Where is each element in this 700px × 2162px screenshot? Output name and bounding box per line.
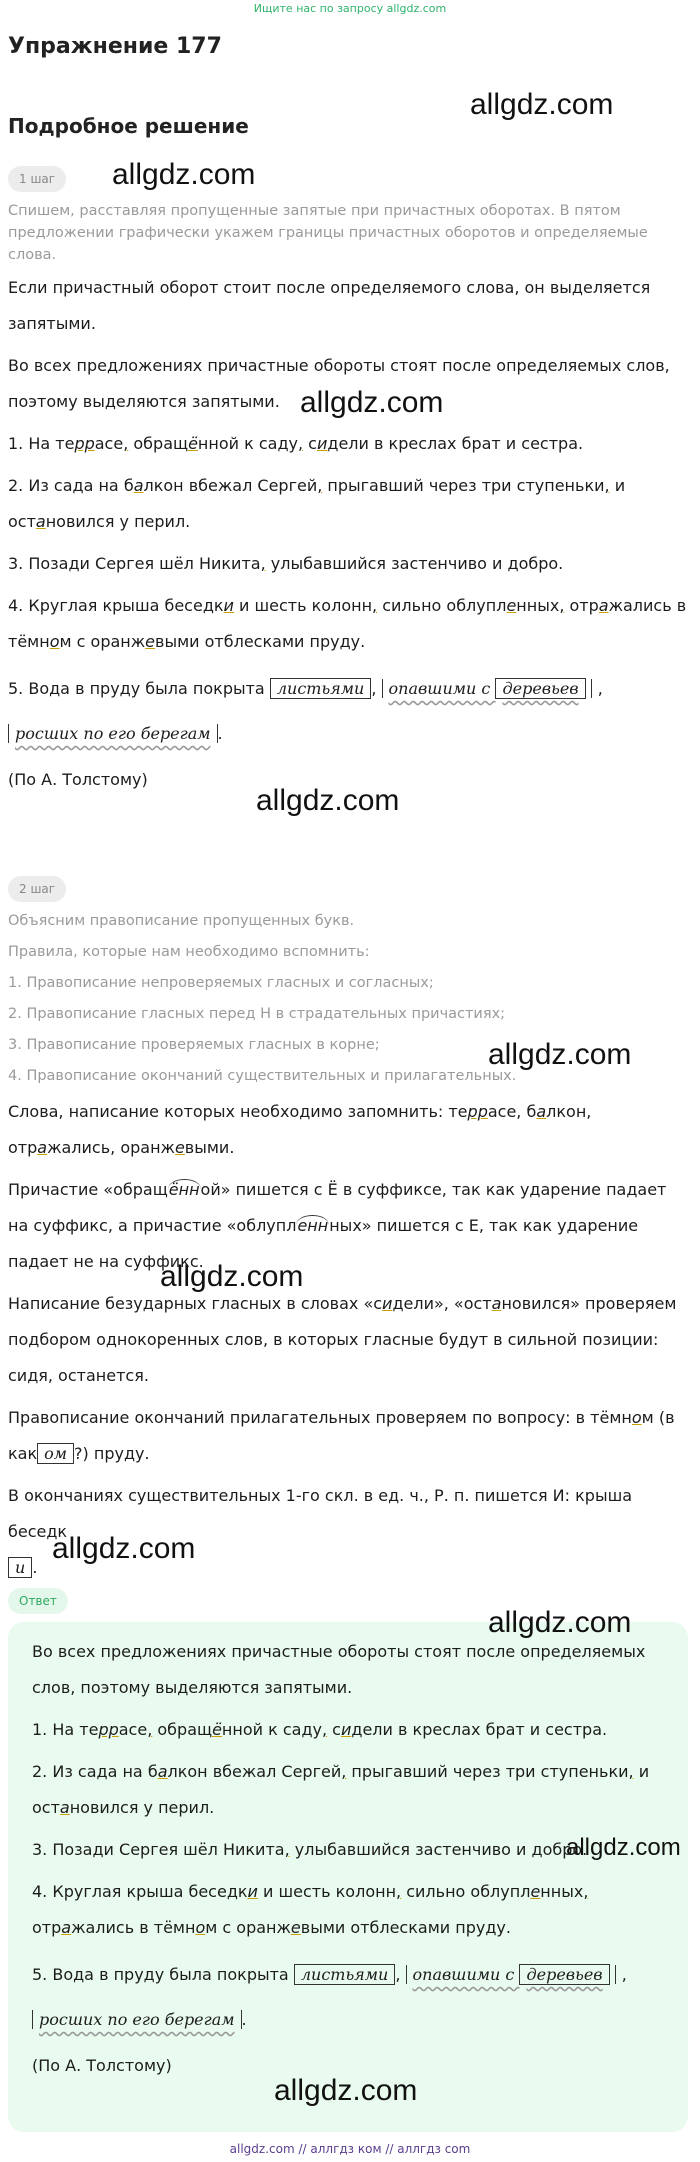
step-1-chip: 1 шаг [8,166,66,192]
step-1-conclusion: Во всех предложениях причастные обороты стоят после определяемых слов, поэтому выделяются запятыми. [8,356,670,411]
sentence-5: 5. Вода в пруду была покрыта листьями , опавшими с деревьев , росших по его берегам . [8,679,603,743]
sentence-2: 2. Из сада на балкон вбежал Сергей, прыгавший через три ступеньки, и остановился у перил. [8,476,626,531]
watermark: allgdz.com [470,88,614,121]
answer-sentence-5: 5. Вода в пруду была покрыта листьями , опавшими с деревьев , росших по его берегам . [32,1965,627,2029]
source-note: (По А. Толстому) [8,770,148,789]
answer-chip: Ответ [8,1588,68,1614]
answer-conclusion: Во всех предложениях причастные обороты стоят после определяемых слов, поэтому выделяются запятыми. [32,1642,646,1697]
watermark: allgdz.com [488,1038,632,1071]
rules-title: Правила, которые нам необходимо вспомнить: [8,944,370,960]
answer-sentence-4: 4. Круглая крыша беседки и шесть колонн, сильно облупленных, отражались в тёмном с оранжевыми отблесками пруду. [32,1882,589,1937]
watermark: allgdz.com [274,2074,418,2107]
vowel-check-explanation: Написание безударных гласных в словах «сидели», «остановился» проверяем подбором однокоренных слов, в которых гласные будут в сильной позиции: сидя, останется. [8,1294,677,1385]
rule-item: 3. Правописание проверяемых гласных в корне; [8,1037,380,1053]
watermark: allgdz.com [300,386,444,419]
watermark: allgdz.com [566,1834,681,1861]
step-2-intro: Объясним правописание пропущенных букв. [8,913,355,929]
sentence-1: 1. На террасе, обращённой к саду, сидели в креслах брат и сестра. [8,434,584,453]
watermark: allgdz.com [160,1260,304,1293]
participial-phrase: росших по его берегам [32,2010,242,2029]
step-1-rule: Если причастный оборот стоит после определяемого слова, он выделяется запятыми. [8,278,651,333]
section-title: Подробное решение [8,114,249,138]
step-1-intro: Спишем, расставляя пропущенные запятые при причастных оборотах. В пятом предложении графически укажем границы причастных оборотов и определяемые слова. [8,203,648,263]
participial-phrase: росших по его берегам [8,724,218,743]
step-2-chip: 2 шаг [8,876,66,902]
memorize-words: Слова, написание которых необходимо запомнить: террасе, балкон, отражались, оранжевыми. [8,1102,592,1157]
participle-explanation: Причастие «обращённой» пишется с Ё в суффиксе, так как ударение падает на суффикс, а причастие «облупленнных» пишется с Е, так как ударение падает не на суффикс. [8,1180,667,1271]
adjective-endings: Правописание окончаний прилагательных проверяем по вопросу: в тёмном (в как ом ?) пруду. [8,1408,675,1463]
answer-sentence-3: 3. Позади Сергея шёл Никита, улыбавшийся застенчиво и добро. [32,1840,588,1859]
participial-phrase: опавшими с деревьев [382,679,586,698]
noun-endings: В окончаниях существительных 1-го скл. в ед. ч., Р. п. пишется И: крыша беседк и . [8,1486,633,1577]
sentence-3: 3. Позади Сергея шёл Никита, улыбавшийся застенчиво и добро. [8,554,564,573]
rule-item: 2. Правописание гласных перед Н в страдательных причастиях; [8,1006,506,1022]
step-1-content [8,200,688,804]
step-2-content [8,906,688,1592]
rule-item: 4. Правописание окончаний существительных и прилагательных. [8,1068,517,1084]
participial-phrase: опавшими с деревьев [406,1965,610,1984]
answer-source-note: (По А. Толстому) [32,2056,172,2075]
top-banner[interactable]: Ищите нас по запросу allgdz.com [253,2,447,15]
footer-links[interactable]: allgdz.com // аллгдз ком // аллгдз com [229,2142,471,2156]
answer-sentence-2: 2. Из сада на балкон вбежал Сергей, прыгавший через три ступеньки, и остановился у перил. [32,1762,650,1817]
watermark: allgdz.com [112,158,256,191]
page-title: Упражнение 177 [8,34,222,59]
watermark: allgdz.com [256,784,400,817]
rule-item: 1. Правописание непроверяемых гласных и согласных; [8,975,434,991]
defined-word-box: листьями [270,678,372,699]
watermark: allgdz.com [52,1532,196,1565]
answer-sentence-1: 1. На террасе, обращённой к саду, сидели в креслах брат и сестра. [32,1720,608,1739]
watermark: allgdz.com [488,1606,632,1639]
answer-card [8,1622,688,2132]
sentence-4: 4. Круглая крыша беседки и шесть колонн, сильно облупленных, отражались в тёмном с оранжевыми отблесками пруду. [8,596,687,651]
